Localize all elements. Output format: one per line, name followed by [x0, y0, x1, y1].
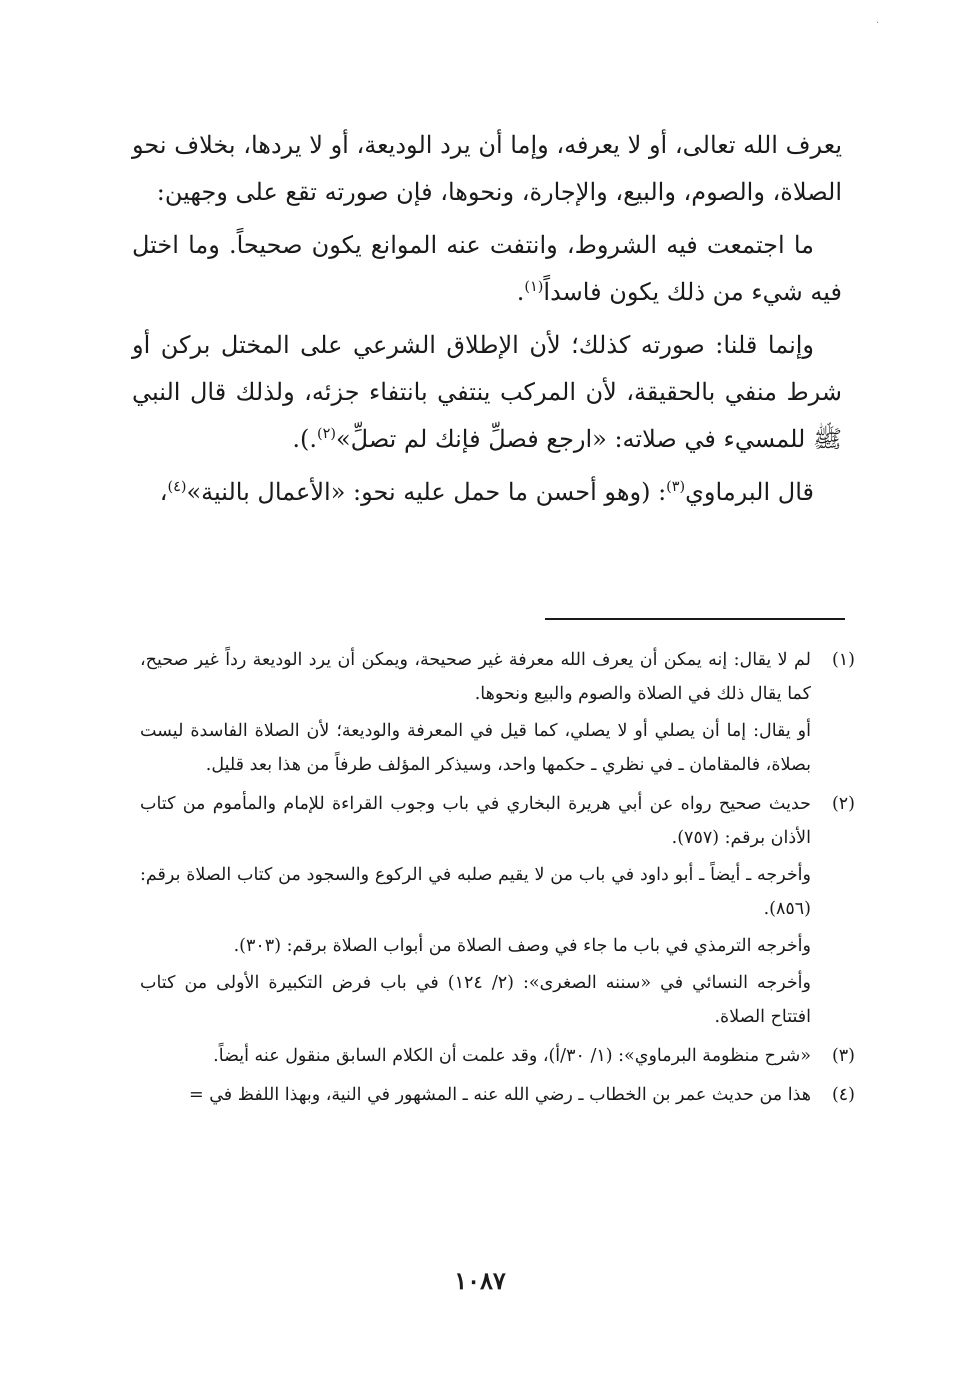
paragraph-4: [132, 469, 842, 516]
main-text: [132, 122, 842, 522]
footnote-line: أو يقال: إما أن يصلي أو لا يصلي، كما قيل في المعرفة والوديعة؛ لأن الصلاة الفاسدة ليست بصلاة، فالمقامان ـ في نظري ـ حكمها واحد، وسيذكر المؤلف طرفاً من هذا بعد قليل.: [140, 721, 811, 775]
paragraph-4-text: قال البرماوي: [685, 478, 814, 506]
footnote-number: (٢): [831, 794, 855, 814]
footnote-body: [140, 1078, 811, 1115]
footnotes: [140, 643, 855, 1117]
footnote-line: حديث صحيح رواه عن أبي هريرة البخاري في باب وجوب القراءة للإمام والمأموم من كتاب الأذان برقم: (٧٥٧).: [140, 794, 811, 848]
paragraph-2-tail: .: [516, 278, 525, 306]
paragraph-1-text: يعرف الله تعالى، أو لا يعرفه، وإما أن يرد الوديعة، أو لا يردها، بخلاف نحو الصلاة، والصوم، والبيع، والإجارة، ونحوها، فإن صورته تقع على وجهين:: [132, 131, 842, 206]
page-number: ١٠٨٧: [454, 1266, 506, 1295]
footnote-4: [140, 1078, 855, 1115]
footnote-1: [140, 643, 855, 785]
paragraph-1: [132, 122, 842, 216]
paragraph-4-tail: : (وهو أحسن ما حمل عليه نحو: «الأعمال بالنية»: [186, 478, 667, 506]
footnote-line: وأخرجه النسائي في «سننه الصغرى»: (٢/ ١٢٤) في باب فرض التكبيرة الأولى من كتاب افتتاح الصلاة.: [140, 973, 811, 1027]
footnote-2: [140, 787, 855, 1037]
paragraph-2: [132, 222, 842, 316]
footnote-ref-4[interactable]: (٤): [167, 479, 187, 495]
footnote-line: لم لا يقال: إنه يمكن أن يعرف الله معرفة غير صحيحة، ويمكن أن يرد الوديعة رداً غير صحيح، كما يقال ذلك في الصلاة والصوم والبيع ونحوها.: [140, 650, 811, 704]
footnote-line: وأخرجه ـ أيضاً ـ أبو داود في باب من لا يقيم صلبه في الركوع والسجود من كتاب الصلاة برقم: (٨٥٦).: [140, 865, 811, 919]
paragraph-4-tail-2: ،: [159, 478, 168, 506]
paragraph-3: [132, 322, 842, 463]
footnote-3: [140, 1039, 855, 1076]
paragraph-3-text: وإنما قلنا: صورته كذلك؛ لأن الإطلاق الشرعي على المختل بركن أو شرط منفي بالحقيقة، لأن المركب ينتفي بانتفاء جزئه، ولذلك قال النبي ﷺ للمسيء في صلاته: «ارجع فصلِّ فإنك لم تصلِّ»: [132, 331, 842, 453]
footnote-body: [140, 1039, 811, 1076]
footnote-ref-1[interactable]: (١): [524, 279, 544, 295]
footnote-number: (٤): [831, 1085, 855, 1105]
footnote-body: [140, 787, 811, 1037]
paragraph-3-tail: .).: [292, 425, 317, 453]
footnote-number: (١): [831, 650, 855, 670]
footnote-line: وأخرجه الترمذي في باب ما جاء في وصف الصلاة من أبواب الصلاة برقم: (٣٠٣).: [233, 936, 811, 956]
paragraph-2-text: ما اجتمعت فيه الشروط، وانتفت عنه الموانع يكون صحيحاً. وما اختل فيه شيء من ذلك يكون فاسداً: [132, 231, 842, 306]
footnote-line: «شرح منظومة البرماوي»: (١/ ٣٠/أ)، وقد علمت أن الكلام السابق منقول عنه أيضاً.: [213, 1046, 811, 1066]
footnote-body: [140, 643, 811, 785]
footnote-number: (٣): [831, 1046, 855, 1066]
corner-mark: ·: [876, 18, 880, 29]
footnote-ref-2[interactable]: (٢): [317, 426, 336, 442]
footnote-divider: [545, 618, 845, 620]
footnote-line: هذا من حديث عمر بن الخطاب ـ رضي الله عنه ـ المشهور في النية، وبهذا اللفظ في =: [188, 1085, 811, 1105]
footnote-ref-3[interactable]: (٣): [666, 479, 686, 495]
